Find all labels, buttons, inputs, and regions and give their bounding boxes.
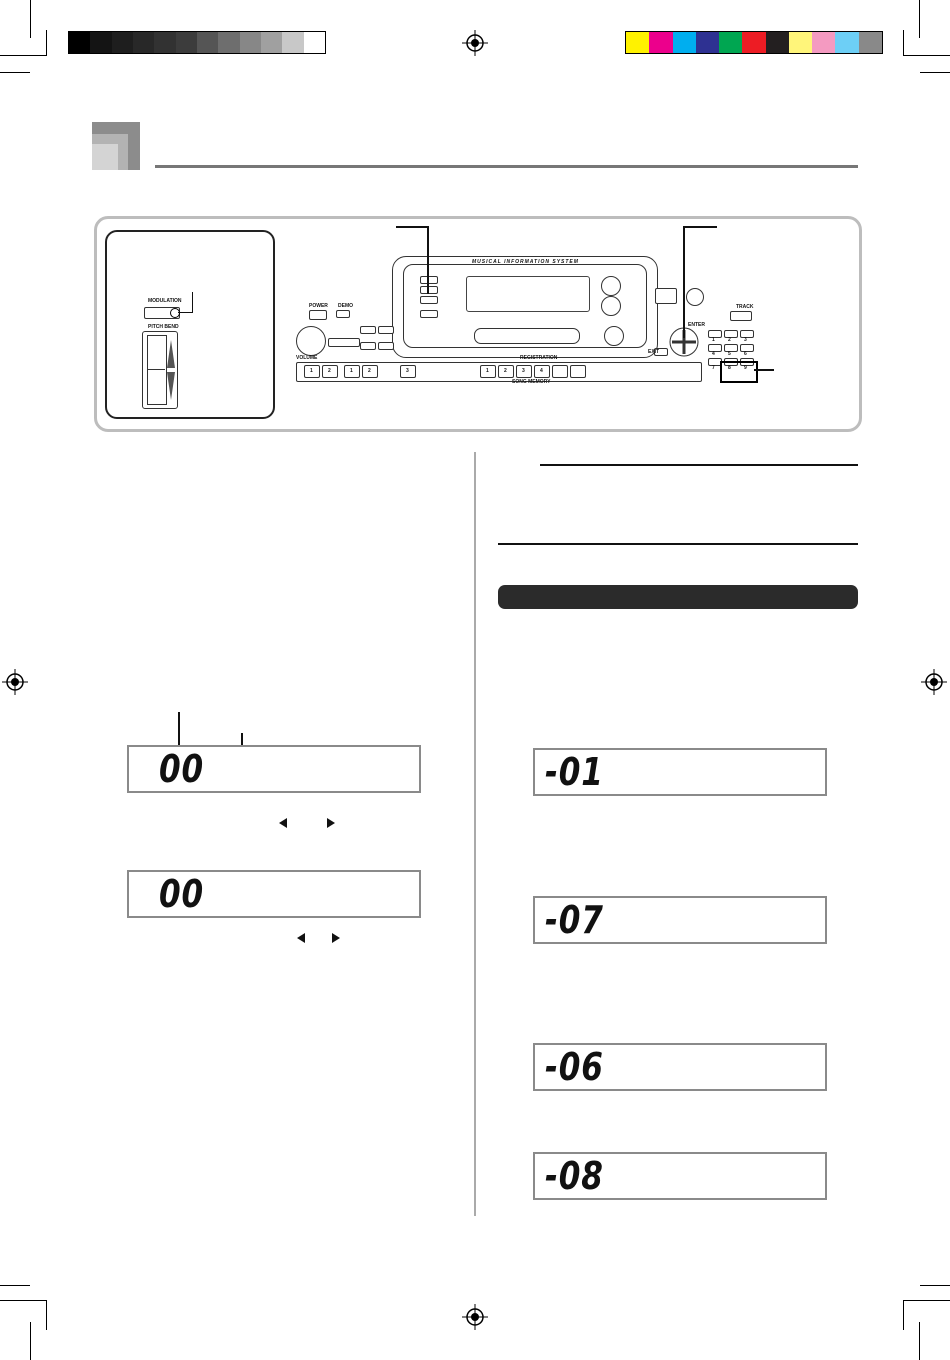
color-swatch: [673, 32, 696, 53]
volume-label: VOLUME: [296, 355, 318, 361]
registration-mark-icon: [921, 669, 947, 695]
lcd-display: [533, 1152, 827, 1200]
color-swatch: [719, 32, 742, 53]
number-key-label: 7: [712, 365, 715, 371]
color-calibration-bar: [625, 31, 883, 54]
pad-c[interactable]: [360, 342, 376, 350]
registration-mark-icon: [462, 1304, 488, 1330]
crop-mark: [0, 72, 30, 73]
callout-line: [427, 226, 429, 294]
gray-swatch: [282, 32, 303, 53]
gray-swatch: [240, 32, 261, 53]
callout-line: [683, 226, 717, 228]
gray-swatch: [112, 32, 133, 53]
gray-swatch: [133, 32, 154, 53]
lcd-display: [127, 745, 421, 793]
lcd-digits: -08: [545, 1154, 604, 1198]
track-label: TRACK: [736, 304, 754, 310]
crop-mark: [920, 1285, 950, 1286]
strip-pad-label: 1: [350, 368, 353, 374]
color-swatch: [789, 32, 812, 53]
tempo-button[interactable]: [328, 338, 360, 347]
strip-pad-label: 1: [310, 368, 313, 374]
demo-label: DEMO: [338, 303, 353, 309]
crop-mark: [30, 0, 31, 38]
left-arrow-icon: [297, 933, 305, 943]
number-pad-row: [474, 328, 580, 344]
gray-swatch: [261, 32, 282, 53]
registration-mark-icon: [2, 669, 28, 695]
number-key[interactable]: [708, 344, 722, 352]
crop-mark: [0, 1300, 47, 1301]
right-display-knob[interactable]: [601, 276, 621, 296]
crop-mark: [30, 1322, 31, 1360]
number-key[interactable]: [724, 344, 738, 352]
color-swatch: [812, 32, 835, 53]
strip-pad-button[interactable]: [570, 365, 586, 378]
gray-swatch: [176, 32, 197, 53]
strip-pad-button[interactable]: [480, 365, 496, 378]
crop-mark: [46, 30, 47, 55]
color-swatch: [649, 32, 672, 53]
strip-pad-label: 2: [328, 368, 331, 374]
demo-button[interactable]: [336, 310, 350, 318]
gray-swatch: [218, 32, 239, 53]
highlight-box: [720, 361, 758, 383]
song-bank-button[interactable]: [420, 276, 438, 284]
procedure-heading-bar: [498, 585, 858, 609]
number-key-label: 4: [712, 351, 715, 357]
callout-line: [683, 226, 685, 338]
transpose-button[interactable]: [655, 288, 677, 304]
song-memory-label: SONG MEMORY: [512, 379, 551, 385]
color-swatch: [859, 32, 882, 53]
number-key[interactable]: [740, 330, 754, 338]
number-key-label: 2: [728, 337, 731, 343]
lcd-display: [533, 748, 827, 796]
enter-label: ENTER: [688, 322, 705, 328]
lcd-display: [127, 870, 421, 918]
mis-label: MUSICAL INFORMATION SYSTEM: [472, 259, 579, 265]
exit-label: EXIT: [648, 349, 660, 355]
track-button[interactable]: [730, 311, 752, 321]
grayscale-calibration-bar: [68, 31, 326, 54]
strip-pad-label: 2: [368, 368, 371, 374]
dial-icon: [604, 326, 624, 346]
gray-swatch: [90, 32, 111, 53]
number-key-label: 3: [744, 337, 747, 343]
power-label: POWER: [309, 303, 328, 309]
crop-mark: [919, 1322, 920, 1360]
strip-pad-label: 1: [486, 368, 489, 374]
strip-pad-button[interactable]: [552, 365, 568, 378]
lcd-display: [533, 896, 827, 944]
strip-pad-label: 2: [504, 368, 507, 374]
color-swatch: [626, 32, 649, 53]
power-button[interactable]: [309, 310, 327, 320]
section-tab-graphic: [92, 122, 140, 170]
pitch-bend-label: PITCH BEND: [148, 324, 179, 330]
pitch-bend-inset: [105, 230, 275, 419]
note-rule-top: [540, 464, 858, 466]
strip-pad-label: 4: [540, 368, 543, 374]
lcd-digits: -07: [545, 898, 604, 942]
callout-line: [178, 312, 192, 313]
reset-knob[interactable]: [686, 288, 704, 306]
lcd-digits: -01: [545, 750, 604, 794]
gray-swatch: [197, 32, 218, 53]
number-key[interactable]: [740, 344, 754, 352]
number-key[interactable]: [708, 330, 722, 338]
registration-label: REGISTRATION: [520, 355, 558, 361]
crop-mark: [903, 55, 950, 56]
callout-line: [396, 226, 428, 228]
crop-mark: [919, 0, 920, 38]
crop-mark: [0, 1285, 30, 1286]
strip-pad-button[interactable]: [498, 365, 514, 378]
color-swatch: [742, 32, 765, 53]
number-key[interactable]: [724, 330, 738, 338]
crop-mark: [903, 30, 904, 55]
crop-mark: [0, 55, 47, 56]
right-arrow-icon: [332, 933, 340, 943]
right-arrow-icon: [327, 818, 335, 828]
number-key-label: 5: [728, 351, 731, 357]
strip-pad-button[interactable]: [400, 365, 416, 378]
number-key-label: 9: [744, 365, 747, 371]
left-arrow-icon: [279, 818, 287, 828]
note-rule-bottom: [498, 543, 858, 545]
strip-pad-button[interactable]: [534, 365, 550, 378]
lcd-display: [533, 1043, 827, 1091]
strip-pad-label: 3: [522, 368, 525, 374]
bend-up-arrow-icon: [167, 340, 175, 368]
strip-pad-button[interactable]: [362, 365, 378, 378]
strip-pad-button[interactable]: [344, 365, 360, 378]
callout-line: [754, 369, 774, 371]
gray-swatch: [154, 32, 175, 53]
keyboard-lcd-screen: [466, 276, 590, 312]
tone-button[interactable]: [420, 296, 438, 304]
gray-swatch: [69, 32, 90, 53]
strip-pad-button[interactable]: [516, 365, 532, 378]
column-divider: [474, 452, 476, 1216]
registration-mark-icon: [462, 30, 488, 56]
number-key-label: 8: [728, 365, 731, 371]
lcd-digits: 00: [159, 872, 205, 916]
mode-button[interactable]: [420, 310, 438, 318]
lcd-digits: 00: [159, 747, 205, 791]
header-rule: [155, 165, 858, 168]
modulation-indicator-icon: [170, 308, 180, 318]
pad-b[interactable]: [378, 326, 394, 334]
right-display-knob[interactable]: [601, 296, 621, 316]
pad-a[interactable]: [360, 326, 376, 334]
volume-knob[interactable]: [296, 326, 326, 356]
color-swatch: [766, 32, 789, 53]
pitch-bend-wheel[interactable]: [142, 331, 178, 409]
lcd-digits: -06: [545, 1045, 604, 1089]
gray-swatch: [304, 32, 325, 53]
crop-mark: [903, 1300, 904, 1330]
bend-down-arrow-icon: [167, 372, 175, 400]
modulation-label: MODULATION: [148, 298, 182, 304]
color-swatch: [835, 32, 858, 53]
callout-line: [192, 292, 193, 313]
strip-pad-label: 3: [406, 368, 409, 374]
crop-mark: [903, 1300, 950, 1301]
crop-mark: [920, 72, 950, 73]
color-swatch: [696, 32, 719, 53]
number-key-label: 6: [744, 351, 747, 357]
pointer-line: [241, 733, 243, 745]
crop-mark: [46, 1300, 47, 1330]
pad-d[interactable]: [378, 342, 394, 350]
rhythm-button[interactable]: [420, 286, 438, 294]
strip-pad-button[interactable]: [322, 365, 338, 378]
number-key-label: 1: [712, 337, 715, 343]
strip-pad-button[interactable]: [304, 365, 320, 378]
